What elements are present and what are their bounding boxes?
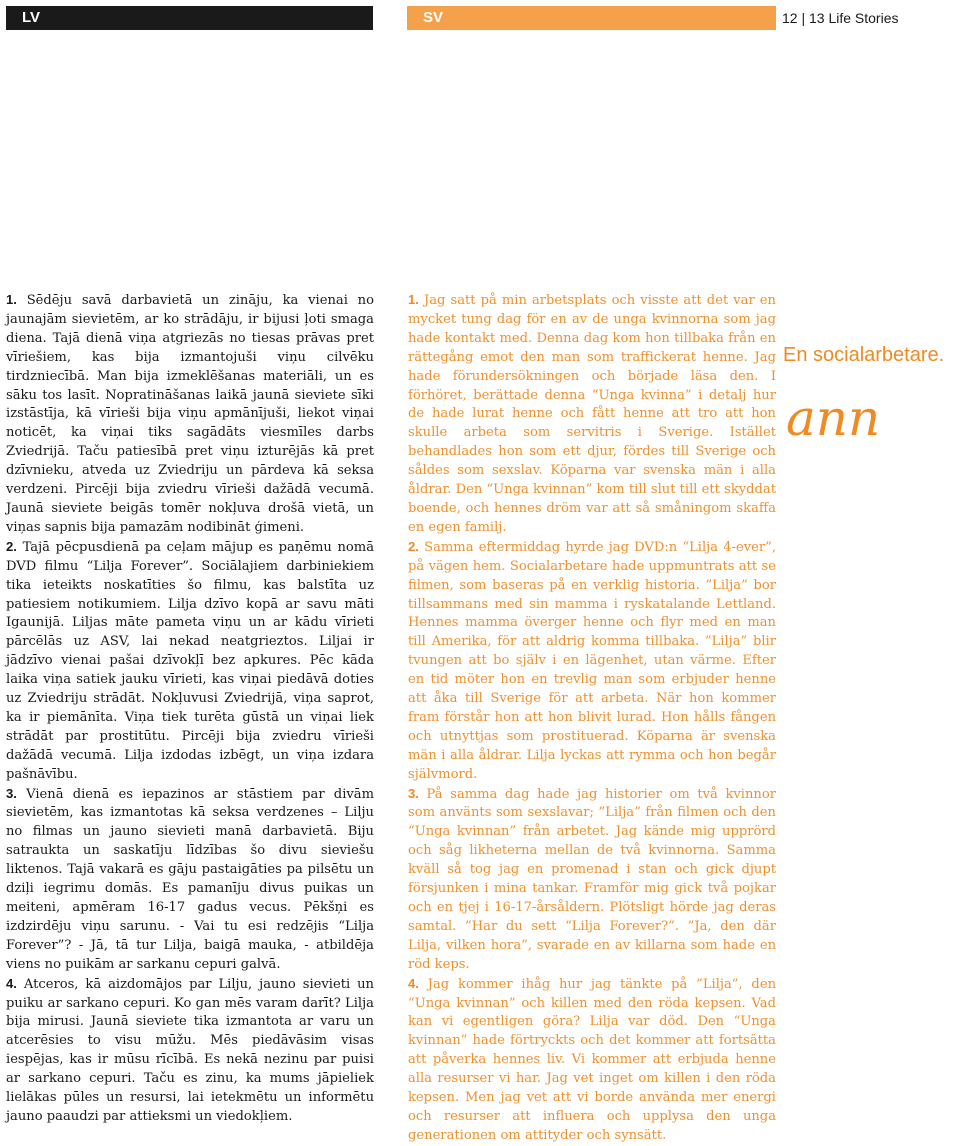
lv-label: LV: [22, 9, 41, 26]
paragraph-text: Vienā dienā es iepazinos ar stāstiem par divām sievietēm, kas izmantotas kā seksa verdzenes – Lilju no filmas un jauno sievieti manā darbavietā. Biju satraukta un saskatīju līdzības šo divu sieviešu liktenos. Tajā vakarā es gāju pastaigāties pa pilsētu un dziļi iegrimu domās. Es pamanīju divus puikas un meiteni, apmēram 16-17 gadus vecus. Pēkšņi es izdzirdēju viņu sarunu. - Vai tu esi redzējis “Lilja Forever”? - Jā, tā tur Lilja, baigā mauka, - atbildēja viens no puikām ar sarkanu cepuri galvā.: [6, 786, 374, 972]
paragraph-text: Sēdēju savā darbavietā un zināju, ka vienai no jaunajām sievietēm, ar ko strādāju, ir bijusi ļoti smaga diena. Tajā dienā viņa atgriezās no tiesas prāvas pret vīriešiem, kas bija izmantojuši viņu cilvēku tirdzniecībā. Man bija izmeklēšanas materiāli, un es sāku tos lasīt. Nopratināšanas laikā jaunā sieviete sīki izstāstīja, kā vīrieši bija viņu apmānījuši, liekot viņai noticēt, ka viņai tiks sagādāts viesmīles darbs Zviedrijā. Taču patiesībā pret viņu izturējās kā pret dzīvnieku, atveda uz Zviedriju un pārdeva kā seksa verdzeni. Pircēji bija zviedru vīrieši dažādā vecumā. Jaunā sieviete beigās tomēr nokļuva drošā vietā, un viņas sapnis bija pamazām nodibināt ģimeni.: [6, 293, 374, 535]
sv-paragraph-1: [408, 291, 776, 538]
lv-paragraph-2: [6, 538, 374, 785]
section-title: Life Stories: [828, 10, 899, 26]
paragraph-number: 1.: [408, 292, 419, 307]
sv-paragraph-3: [408, 785, 776, 975]
page-numbers: 12 | 13: [782, 10, 825, 26]
paragraph-text: Samma eftermiddag hyrde jag DVD:n “Lilja 4-ever”, på vägen hem. Socialarbetare hade uppmuntrats att se filmen, som baseras på en verklig historia. ”Lilja” bor tillsammans med sin mamma i ryskatalande Lettland. Hennes mamma överger henne och flyr med en man till Amerika, för att aldrig komma tillbaka. ”Lilja” blir tvungen att bo själv i en lägenhet, utan värme. Efter en tid möter hon en trevlig man som erbjuder henne att åka till Sverige för att arbeta. När hon kommer fram förstår hon att hon blivit lurad. Hon hålls fången och utnyttjas som prostituerad. Köparna är svenska män i alla åldrar. Lilja lyckas att rymma och hon begår självmord.: [408, 539, 776, 782]
paragraph-text: Jag kommer ihåg hur jag tänkte på ”Lilja”, den “Unga kvinnan” och killen med den röda kepsen. Vad kan vi egentligen göra? Lilja var död. Den “Unga kvinnan” hade förtryckts och det kommer att fortsätta att påverka hennes liv. Vi kommer att erbjuda henne alla resurser vi har. Jag vet inget om killen i den röda kepsen. Men jag vet att vi borde använda mer energi och resurser att influera och upplysa den unga generationen om attityder och synsätt.: [408, 976, 776, 1143]
sv-paragraph-2: [408, 538, 776, 785]
paragraph-number: 3.: [408, 785, 419, 801]
lv-paragraph-1: [6, 291, 374, 538]
paragraph-number: 3.: [6, 785, 17, 801]
paragraph-text: Atceros, kā aizdomājos par Lilju, jauno sievieti un puiku ar sarkano cepuri. Ko gan mēs varam darīt? Lilja bija mirusi. Jaunā sieviete tika izmantota ar varu un atcerēsies to visu mūžu. Mēs piedāvāsim visas iespējas, kas ir mūsu rīcībā. Es nekā nezinu par puisi ar sarkano cepuri. Taču es zinu, ka mums jāpieliek lielākas pūles un resursi, lai ietekmētu un informētu jauno paaudzi par attieksmi un viedokļiem.: [6, 976, 374, 1124]
sv-label: SV: [423, 9, 444, 26]
sv-language-bar: [407, 6, 776, 30]
sv-paragraph-4: [408, 975, 776, 1146]
lv-text-column: [6, 291, 374, 1127]
lv-language-bar: [6, 6, 373, 30]
paragraph-number: 4.: [408, 975, 419, 991]
paragraph-number: 4.: [6, 975, 17, 991]
paragraph-text: Tajā pēcpusdienā pa ceļam mājup es paņēmu nomā DVD filmu “Lilja Forever”. Sociālajiem darbiniekiem tika ieteikts noskatīties šo filmu, kas balstīta uz patiesiem notikumiem. Lilja dzīvo kopā ar savu māti Igaunijā. Liljas māte pameta viņu un ar kādu vīrieti pārcēlās uz ASV, lai nekad neatgrieztos. Liljai ir jādzīvo vienai pašai dzīvokļī bez apkures. Pēc kāda laika viņa satiek jauku vīrieti, kas viņai piedāvā doties uz Zviedriju strādāt. Nokļuvusi Zviedrijā, viņa saprot, ka ir piemānīta. Viņa tiek turēta gūstā un viņai liek strādāt par prostitūtu. Pircēji bija zviedru vīrieši dažādā vecumā. Lilja izdodas izbēgt, un viņa izdara pašnāvību.: [6, 539, 374, 782]
page-header: [782, 6, 899, 30]
paragraph-number: 2.: [408, 538, 419, 554]
lv-paragraph-4: [6, 975, 374, 1127]
paragraph-text: Jag satt på min arbetsplats och visste att det var en mycket tung dag för en av de unga kvinnorna som jag hade kontakt med. Denna dag kom hon tillbaka från en rättegång emot den man som traffickerat henne. Jag hade förundersökningen och började läsa den. I förhöret, berättade denna “Unga kvinna” i detalj hur de hade lurat henne och fått henne att tro att hon skulle arbeta som servitris i Sverige. Istället behandlades hon som ett djur, fördes till Sverige och såldes som sexslav. Köparna var svenska män i alla åldrar. Den “Unga kvinnan” kom till slut till ett skyddat boende, och hennes dröm var att så småningom skaffa en egen familj.: [408, 293, 776, 535]
pull-quote: En socialarbetare.: [783, 344, 945, 366]
author-name: ann: [786, 389, 881, 447]
paragraph-text: På samma dag hade jag historier om två kvinnor som använts som sexslavar; ”Lilja” från filmen och den “Unga kvinnan” från arbetet. Jag kände mig upprörd och såg likheterna mellan de två kvinnorna. Samma kväll så tog jag en promenad i stan och gick djupt försjunken i mina tankar. Framför mig gick två pojkar och en tjej i 16-17-årsåldern. Plötsligt hörde jag deras samtal. ”Har du sett “Lilja Forever?”. ”Ja, den där Lilja, vilken hora”, svarade en av killarna som hade en röd keps.: [408, 786, 776, 972]
lv-paragraph-3: [6, 785, 374, 975]
paragraph-number: 2.: [6, 538, 17, 554]
paragraph-number: 1.: [6, 292, 17, 307]
sv-text-column: [408, 291, 776, 1146]
